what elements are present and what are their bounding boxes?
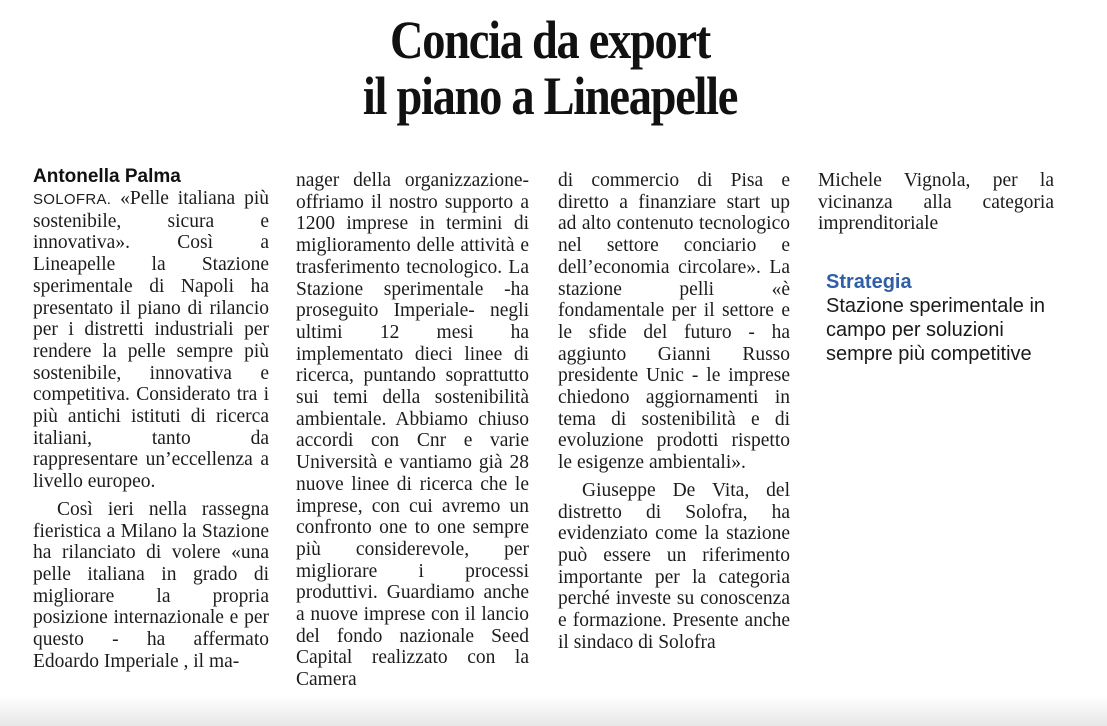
- headline: [249, 12, 851, 124]
- article-paragraph-4: di commercio di Pisa e diretto a finanziare start up ad alto contenuto tecnologico nel settore conciario e dell’economia circolare». La stazione pelli «è fondamentale per il settore e le sfide del futuro - ha aggiunto Gianni Russo presidente Unic - le imprese chiedono aggiornamenti in tema di sostenibilità e di evoluzione prodotti rispetto le esigenze ambientali».: [558, 170, 790, 474]
- article-column-4: [818, 170, 1054, 235]
- article-paragraph-1: [33, 188, 269, 493]
- headline-line-1: Concia da export: [390, 10, 710, 70]
- dateline: SOLOFRA.: [33, 191, 112, 208]
- article-column-2: [296, 170, 529, 691]
- paragraph-1-text: «Pelle italiana più sostenibile, sicura e innovativa». Così a Lineapelle la Stazione sperimentale di Napoli ha presentato il piano di rilancio per i distretti industriali per rendere la pelle sempre più sostenibile, innovativa e competitiva. Considerato tra i più antichi istituti di ricerca italiani, tanto da rappresentare un’eccellenza a livello europeo.: [33, 188, 270, 493]
- sidebar-kicker: Strategia: [826, 271, 912, 293]
- article-column-1: [33, 166, 269, 672]
- article-paragraph-5: Giuseppe De Vita, del distretto di Solofra, ha evidenziato come la stazione può essere un riferimento importante per la categoria perché investe su conoscenza e formazione. Presente anche il sindaco di Solofra: [558, 479, 790, 653]
- page-bottom-shadow: [0, 696, 1107, 726]
- sidebar-box: [826, 271, 1076, 366]
- sidebar-text: Stazione sperimentale in campo per soluzioni sempre più competitive: [826, 295, 1046, 365]
- article-paragraph-3: nager della organizzazione- offriamo il nostro supporto a 1200 imprese in termini di miglioramento delle attività e trasferimento tecnologico. La Stazione sperimentale -ha proseguito Imperiale- negli ultimi 12 mesi ha implementato dieci linee di ricerca, puntando soprattutto sui temi della sostenibilità ambientale. Abbiamo chiuso accordi con Cnr e varie Università e vantiamo già 28 nuove linee di ricerca che le imprese, con cui avremo un confronto one to one sempre più considerevole, per migliorare i processi produttivi. Guardiamo anche a nuove imprese con il lancio del fondo nazionale Seed Capital realizzato con la Camera: [296, 170, 529, 691]
- article-paragraph-2: Così ieri nella rassegna fieristica a Milano la Stazione ha rilanciato di volere «una pelle italiana in grado di migliorare la propria posizione internazionale e per questo - ha affermato Edoardo Imperiale , il ma-: [33, 498, 269, 672]
- article-column-3: [558, 170, 790, 653]
- headline-line-2: il piano a Lineapelle: [362, 66, 738, 126]
- author-byline: Antonella Palma: [33, 166, 181, 187]
- article-paragraph-6: Michele Vignola, per la vicinanza alla categoria imprenditoriale: [818, 170, 1054, 235]
